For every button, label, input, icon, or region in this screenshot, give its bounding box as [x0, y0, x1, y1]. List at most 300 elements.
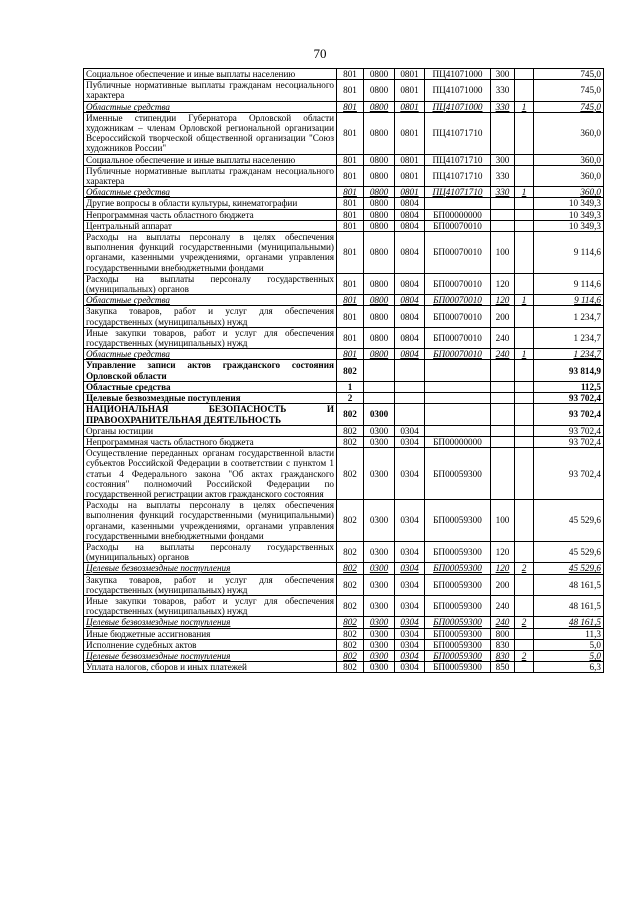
- amount: 45 529,6: [534, 541, 604, 562]
- row-name: Уплата налогов, сборов и иных платежей: [84, 662, 337, 673]
- section-code: 0300: [364, 662, 395, 673]
- expense-type-code: 240: [491, 349, 515, 360]
- target-article-code: БП00070010: [425, 295, 491, 306]
- funding-source-code: [515, 198, 534, 209]
- target-article-code: БП00059300: [425, 617, 491, 628]
- subsection-code: 0804: [395, 306, 425, 327]
- table-row: [84, 198, 604, 209]
- expense-type-code: [491, 112, 515, 154]
- ved-code: 802: [337, 628, 364, 639]
- amount: 1 234,7: [534, 327, 604, 348]
- subsection-code: 0304: [395, 595, 425, 616]
- row-name: Областные средства: [84, 295, 337, 306]
- subsection-code: 0804: [395, 209, 425, 220]
- funding-source-code: [515, 209, 534, 220]
- expense-type-code: [491, 198, 515, 209]
- expense-type-code: 120: [491, 295, 515, 306]
- section-code: 0800: [364, 69, 395, 80]
- expense-type-code: [491, 360, 515, 381]
- expense-type-code: [491, 393, 515, 404]
- section-code: 0800: [364, 165, 395, 186]
- table-body: [84, 69, 604, 673]
- ved-code: 1: [337, 381, 364, 392]
- row-name: Иные закупки товаров, работ и услуг для обеспечения государственных (муниципальных) нужд: [84, 595, 337, 616]
- table-row: [84, 404, 604, 425]
- target-article-code: ПЦ41071000: [425, 80, 491, 101]
- funding-source-code: [515, 448, 534, 500]
- amount: 745,0: [534, 80, 604, 101]
- amount: 10 349,3: [534, 220, 604, 231]
- table-row: [84, 349, 604, 360]
- subsection-code: 0304: [395, 436, 425, 447]
- amount: 48 161,5: [534, 617, 604, 628]
- amount: 112,5: [534, 381, 604, 392]
- row-name: Социальное обеспечение и иные выплаты населению: [84, 69, 337, 80]
- target-article-code: БП00070010: [425, 220, 491, 231]
- target-article-code: БП00070010: [425, 273, 491, 294]
- funding-source-code: [515, 541, 534, 562]
- row-name: Областные средства: [84, 187, 337, 198]
- target-article-code: ПЦ41071710: [425, 154, 491, 165]
- target-article-code: БП00059300: [425, 662, 491, 673]
- subsection-code: 0304: [395, 650, 425, 661]
- funding-source-code: [515, 425, 534, 436]
- row-name: Целевые безвозмездные поступления: [84, 393, 337, 404]
- target-article-code: БП00070010: [425, 306, 491, 327]
- row-name: Расходы на выплаты персоналу государственных (муниципальных) органов: [84, 541, 337, 562]
- section-code: 0800: [364, 101, 395, 112]
- target-article-code: БП00000000: [425, 209, 491, 220]
- section-code: 0800: [364, 154, 395, 165]
- amount: 48 161,5: [534, 574, 604, 595]
- subsection-code: 0304: [395, 500, 425, 542]
- amount: 93 814,9: [534, 360, 604, 381]
- funding-source-code: [515, 112, 534, 154]
- section-code: 0300: [364, 617, 395, 628]
- table-row: [84, 209, 604, 220]
- row-name: Исполнение судебных актов: [84, 639, 337, 650]
- table-row: [84, 154, 604, 165]
- expense-type-code: 240: [491, 327, 515, 348]
- table-row: [84, 500, 604, 542]
- ved-code: 801: [337, 80, 364, 101]
- section-code: 0300: [364, 595, 395, 616]
- funding-source-code: [515, 165, 534, 186]
- section-code: 0300: [364, 436, 395, 447]
- section-code: 0800: [364, 187, 395, 198]
- expense-type-code: 100: [491, 232, 515, 274]
- table-row: [84, 306, 604, 327]
- table-row: [84, 650, 604, 661]
- row-name: Целевые безвозмездные поступления: [84, 617, 337, 628]
- row-name: Непрограммная часть областного бюджета: [84, 436, 337, 447]
- funding-source-code: [515, 69, 534, 80]
- ved-code: 802: [337, 425, 364, 436]
- row-name: Областные средства: [84, 381, 337, 392]
- row-name: Целевые безвозмездные поступления: [84, 650, 337, 661]
- section-code: 0800: [364, 112, 395, 154]
- subsection-code: 0304: [395, 662, 425, 673]
- subsection-code: 0801: [395, 112, 425, 154]
- target-article-code: БП00059300: [425, 541, 491, 562]
- subsection-code: 0801: [395, 101, 425, 112]
- ved-code: 801: [337, 209, 364, 220]
- section-code: 0300: [364, 650, 395, 661]
- subsection-code: 0304: [395, 448, 425, 500]
- funding-source-code: 1: [515, 295, 534, 306]
- ved-code: 801: [337, 327, 364, 348]
- expense-type-code: [491, 436, 515, 447]
- row-name: Расходы на выплаты персоналу в целях обеспечения выполнения функций государственными (муниципальными) органами, казенными учреждениями, органами управления государственными внебюджетными фондами: [84, 500, 337, 542]
- target-article-code: БП00059300: [425, 500, 491, 542]
- table-row: [84, 563, 604, 574]
- section-code: 0300: [364, 541, 395, 562]
- amount: 5,0: [534, 650, 604, 661]
- table-row: [84, 69, 604, 80]
- amount: 5,0: [534, 639, 604, 650]
- ved-code: 802: [337, 404, 364, 425]
- target-article-code: БП00059300: [425, 563, 491, 574]
- section-code: 0800: [364, 306, 395, 327]
- row-name: Иные бюджетные ассигнования: [84, 628, 337, 639]
- ved-code: 2: [337, 393, 364, 404]
- expense-type-code: 330: [491, 165, 515, 186]
- subsection-code: 0801: [395, 69, 425, 80]
- subsection-code: [395, 360, 425, 381]
- section-code: 0800: [364, 295, 395, 306]
- target-article-code: БП00070010: [425, 327, 491, 348]
- subsection-code: 0804: [395, 273, 425, 294]
- expense-type-code: 800: [491, 628, 515, 639]
- expense-type-code: [491, 209, 515, 220]
- target-article-code: БП00000000: [425, 436, 491, 447]
- row-name: НАЦИОНАЛЬНАЯ БЕЗОПАСНОСТЬ И ПРАВООХРАНИТЕЛЬНАЯ ДЕЯТЕЛЬНОСТЬ: [84, 404, 337, 425]
- amount: 93 702,4: [534, 393, 604, 404]
- funding-source-code: 2: [515, 617, 534, 628]
- row-name: Непрограммная часть областного бюджета: [84, 209, 337, 220]
- table-row: [84, 574, 604, 595]
- target-article-code: [425, 393, 491, 404]
- ved-code: 801: [337, 273, 364, 294]
- row-name: Областные средства: [84, 101, 337, 112]
- subsection-code: [395, 404, 425, 425]
- expense-type-code: 850: [491, 662, 515, 673]
- table-row: [84, 595, 604, 616]
- amount: 9 114,6: [534, 273, 604, 294]
- expense-type-code: 300: [491, 154, 515, 165]
- target-article-code: [425, 360, 491, 381]
- subsection-code: 0801: [395, 165, 425, 186]
- target-article-code: ПЦ41071000: [425, 101, 491, 112]
- row-name: Публичные нормативные выплаты гражданам несоциального характера: [84, 80, 337, 101]
- ved-code: 802: [337, 662, 364, 673]
- funding-source-code: [515, 273, 534, 294]
- subsection-code: 0304: [395, 617, 425, 628]
- section-code: 0800: [364, 209, 395, 220]
- expense-type-code: [491, 425, 515, 436]
- amount: 48 161,5: [534, 595, 604, 616]
- section-code: 0800: [364, 220, 395, 231]
- section-code: 0800: [364, 198, 395, 209]
- funding-source-code: 1: [515, 187, 534, 198]
- section-code: 0300: [364, 628, 395, 639]
- row-name: Целевые безвозмездные поступления: [84, 563, 337, 574]
- expense-type-code: 120: [491, 541, 515, 562]
- amount: 745,0: [534, 101, 604, 112]
- budget-table: [83, 68, 604, 673]
- funding-source-code: 1: [515, 101, 534, 112]
- expense-type-code: 330: [491, 101, 515, 112]
- funding-source-code: [515, 381, 534, 392]
- table-row: [84, 639, 604, 650]
- amount: 45 529,6: [534, 563, 604, 574]
- target-article-code: БП00070010: [425, 349, 491, 360]
- section-code: 0300: [364, 425, 395, 436]
- funding-source-code: [515, 662, 534, 673]
- ved-code: 801: [337, 69, 364, 80]
- amount: 10 349,3: [534, 198, 604, 209]
- amount: 11,3: [534, 628, 604, 639]
- row-name: Социальное обеспечение и иные выплаты населению: [84, 154, 337, 165]
- amount: 360,0: [534, 112, 604, 154]
- amount: 9 114,6: [534, 295, 604, 306]
- section-code: [364, 381, 395, 392]
- section-code: [364, 360, 395, 381]
- subsection-code: 0304: [395, 639, 425, 650]
- amount: 6,3: [534, 662, 604, 673]
- table-row: [84, 393, 604, 404]
- funding-source-code: [515, 393, 534, 404]
- funding-source-code: [515, 360, 534, 381]
- expense-type-code: 300: [491, 69, 515, 80]
- table-row: [84, 425, 604, 436]
- section-code: 0300: [364, 448, 395, 500]
- row-name: Центральный аппарат: [84, 220, 337, 231]
- funding-source-code: [515, 327, 534, 348]
- table-row: [84, 273, 604, 294]
- amount: 93 702,4: [534, 436, 604, 447]
- section-code: 0800: [364, 349, 395, 360]
- subsection-code: 0804: [395, 198, 425, 209]
- subsection-code: [395, 393, 425, 404]
- section-code: 0300: [364, 404, 395, 425]
- target-article-code: ПЦ41071710: [425, 165, 491, 186]
- funding-source-code: [515, 595, 534, 616]
- subsection-code: 0804: [395, 349, 425, 360]
- target-article-code: БП00059300: [425, 628, 491, 639]
- amount: 10 349,3: [534, 209, 604, 220]
- funding-source-code: 2: [515, 650, 534, 661]
- ved-code: 802: [337, 541, 364, 562]
- funding-source-code: [515, 232, 534, 274]
- amount: 360,0: [534, 187, 604, 198]
- subsection-code: 0304: [395, 563, 425, 574]
- amount: 93 702,4: [534, 425, 604, 436]
- funding-source-code: 1: [515, 349, 534, 360]
- row-name: Закупка товаров, работ и услуг для обеспечения государственных (муниципальных) нужд: [84, 574, 337, 595]
- expense-type-code: 120: [491, 563, 515, 574]
- subsection-code: 0804: [395, 327, 425, 348]
- subsection-code: [395, 381, 425, 392]
- row-name: Иные закупки товаров, работ и услуг для обеспечения государственных (муниципальных) нужд: [84, 327, 337, 348]
- expense-type-code: 330: [491, 80, 515, 101]
- amount: 745,0: [534, 69, 604, 80]
- amount: 1 234,7: [534, 306, 604, 327]
- ved-code: 802: [337, 650, 364, 661]
- table-row: [84, 295, 604, 306]
- table-row: [84, 232, 604, 274]
- ved-code: 801: [337, 198, 364, 209]
- ved-code: 802: [337, 436, 364, 447]
- subsection-code: 0304: [395, 628, 425, 639]
- target-article-code: БП00059300: [425, 448, 491, 500]
- subsection-code: 0304: [395, 541, 425, 562]
- expense-type-code: [491, 220, 515, 231]
- ved-code: 801: [337, 187, 364, 198]
- expense-type-code: [491, 448, 515, 500]
- section-code: 0800: [364, 273, 395, 294]
- target-article-code: ПЦ41071710: [425, 112, 491, 154]
- row-name: Осуществление переданных органам государственной власти субъектов Российской Федерации в соответствии с пунктом 1 статьи 4 Федерального закона "Об актах гражданского состояния" полномочий Российской Федерации по государственной регистрации актов гражданского состояния: [84, 448, 337, 500]
- ved-code: 801: [337, 112, 364, 154]
- row-name: Областные средства: [84, 349, 337, 360]
- section-code: 0300: [364, 574, 395, 595]
- table-row: [84, 617, 604, 628]
- subsection-code: 0804: [395, 232, 425, 274]
- funding-source-code: [515, 404, 534, 425]
- row-name: Расходы на выплаты персоналу государственных (муниципальных) органов: [84, 273, 337, 294]
- amount: 360,0: [534, 154, 604, 165]
- table-row: [84, 327, 604, 348]
- funding-source-code: [515, 220, 534, 231]
- funding-source-code: [515, 574, 534, 595]
- funding-source-code: [515, 500, 534, 542]
- subsection-code: 0801: [395, 187, 425, 198]
- ved-code: 801: [337, 295, 364, 306]
- ved-code: 802: [337, 500, 364, 542]
- row-name: Органы юстиции: [84, 425, 337, 436]
- amount: 1 234,7: [534, 349, 604, 360]
- expense-type-code: 330: [491, 187, 515, 198]
- target-article-code: ПЦ41071710: [425, 187, 491, 198]
- subsection-code: 0801: [395, 80, 425, 101]
- funding-source-code: [515, 639, 534, 650]
- table-row: [84, 381, 604, 392]
- target-article-code: [425, 381, 491, 392]
- table-row: [84, 165, 604, 186]
- table-row: [84, 360, 604, 381]
- table-row: [84, 80, 604, 101]
- ved-code: 802: [337, 617, 364, 628]
- funding-source-code: [515, 154, 534, 165]
- table-row: [84, 436, 604, 447]
- subsection-code: 0304: [395, 574, 425, 595]
- target-article-code: БП00059300: [425, 595, 491, 616]
- section-code: [364, 393, 395, 404]
- row-name: Управление записи актов гражданского состояния Орловской области: [84, 360, 337, 381]
- section-code: 0300: [364, 639, 395, 650]
- subsection-code: 0304: [395, 425, 425, 436]
- table-row: [84, 662, 604, 673]
- target-article-code: БП00059300: [425, 574, 491, 595]
- subsection-code: 0801: [395, 154, 425, 165]
- table-row: [84, 112, 604, 154]
- funding-source-code: [515, 628, 534, 639]
- expense-type-code: 200: [491, 306, 515, 327]
- ved-code: 802: [337, 595, 364, 616]
- funding-source-code: [515, 436, 534, 447]
- expense-type-code: 830: [491, 639, 515, 650]
- table-row: [84, 628, 604, 639]
- ved-code: 802: [337, 574, 364, 595]
- funding-source-code: [515, 80, 534, 101]
- ved-code: 801: [337, 306, 364, 327]
- row-name: Закупка товаров, работ и услуг для обеспечения государственных (муниципальных) нужд: [84, 306, 337, 327]
- table-row: [84, 541, 604, 562]
- target-article-code: ПЦ41071000: [425, 69, 491, 80]
- expense-type-code: 100: [491, 500, 515, 542]
- subsection-code: 0804: [395, 220, 425, 231]
- table-row: [84, 187, 604, 198]
- row-name: Публичные нормативные выплаты гражданам несоциального характера: [84, 165, 337, 186]
- ved-code: 801: [337, 101, 364, 112]
- ved-code: 801: [337, 154, 364, 165]
- expense-type-code: 240: [491, 595, 515, 616]
- target-article-code: БП00059300: [425, 650, 491, 661]
- target-article-code: [425, 425, 491, 436]
- ved-code: 801: [337, 220, 364, 231]
- section-code: 0800: [364, 232, 395, 274]
- ved-code: 802: [337, 563, 364, 574]
- funding-source-code: [515, 306, 534, 327]
- ved-code: 801: [337, 349, 364, 360]
- ved-code: 802: [337, 360, 364, 381]
- row-name: Именные стипендии Губернатора Орловской области художникам – членам Орловской региональной организации Всероссийской творческой общественной организации "Союз художников России": [84, 112, 337, 154]
- row-name: Другие вопросы в области культуры, кинематографии: [84, 198, 337, 209]
- expense-type-code: [491, 404, 515, 425]
- amount: 93 702,4: [534, 404, 604, 425]
- section-code: 0300: [364, 500, 395, 542]
- expense-type-code: 830: [491, 650, 515, 661]
- expense-type-code: 240: [491, 617, 515, 628]
- table-row: [84, 220, 604, 231]
- expense-type-code: 200: [491, 574, 515, 595]
- amount: 360,0: [534, 165, 604, 186]
- ved-code: 802: [337, 639, 364, 650]
- section-code: 0800: [364, 80, 395, 101]
- expense-type-code: [491, 381, 515, 392]
- amount: 45 529,6: [534, 500, 604, 542]
- section-code: 0300: [364, 563, 395, 574]
- subsection-code: 0804: [395, 295, 425, 306]
- target-article-code: БП00059300: [425, 639, 491, 650]
- table-row: [84, 448, 604, 500]
- amount: 93 702,4: [534, 448, 604, 500]
- target-article-code: БП00070010: [425, 232, 491, 274]
- target-article-code: [425, 198, 491, 209]
- amount: 9 114,6: [534, 232, 604, 274]
- ved-code: 801: [337, 232, 364, 274]
- row-name: Расходы на выплаты персоналу в целях обеспечения выполнения функций государственными (муниципальными) органами, казенными учреждениями, органами управления государственными внебюджетными фондами: [84, 232, 337, 274]
- table-row: [84, 101, 604, 112]
- ved-code: 802: [337, 448, 364, 500]
- ved-code: 801: [337, 165, 364, 186]
- funding-source-code: 2: [515, 563, 534, 574]
- expense-type-code: 120: [491, 273, 515, 294]
- target-article-code: [425, 404, 491, 425]
- section-code: 0800: [364, 327, 395, 348]
- page-number: 70: [313, 46, 327, 61]
